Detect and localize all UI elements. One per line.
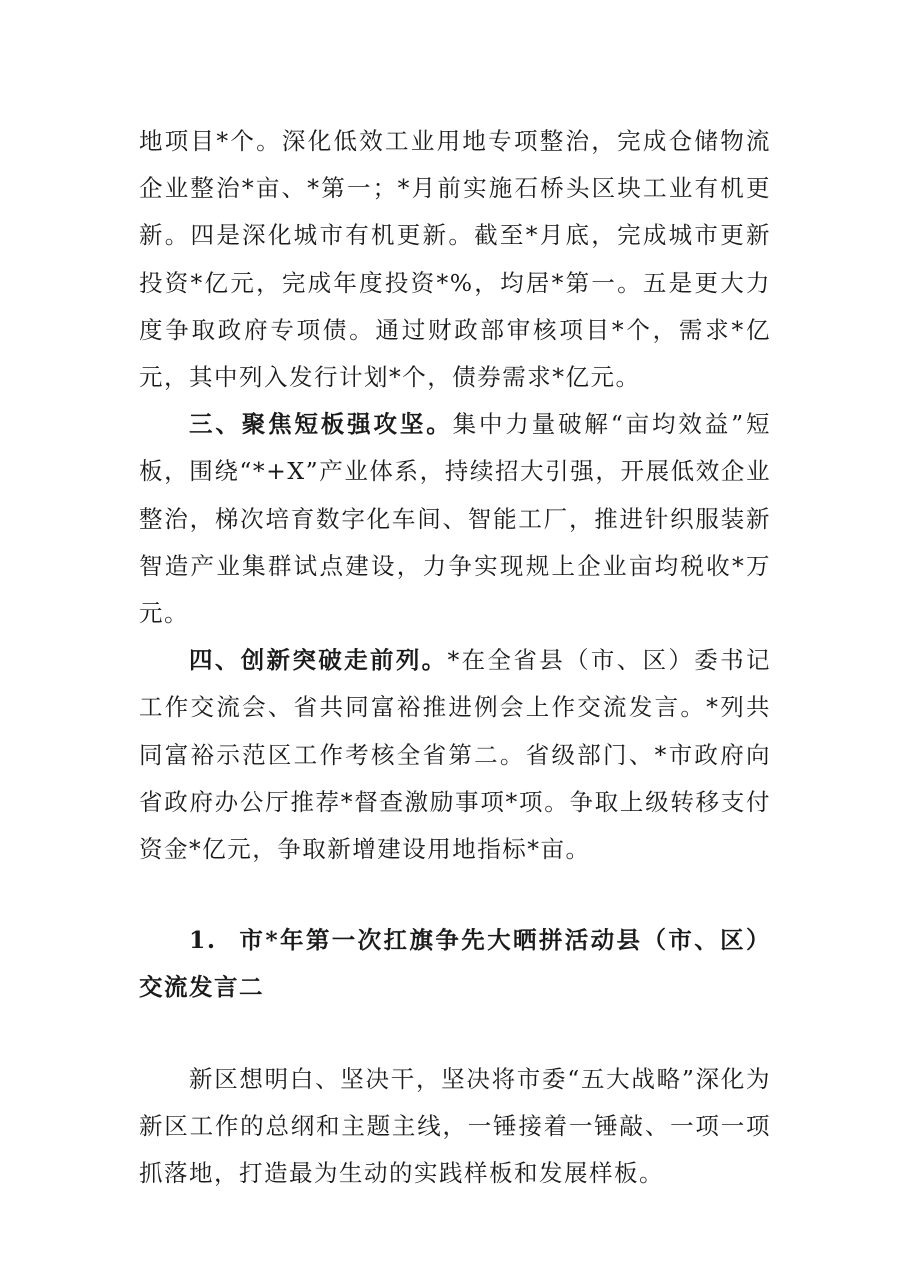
heading-text: 市*年第一次扛旗争先大晒拼活动县（市、区）交流发言二: [139, 926, 771, 1002]
paragraph-body-short-board: 集中力量破解“亩均效益”短板，围绕“*+X”产业体系，持续招大引强，开展低效企业整治，梯次培育数字化车间、智能工厂，推进针织服装新智造产业集群试点建设，力争实现规上企业亩均税收*万元。: [139, 410, 771, 628]
paragraph-continuation: 地项目*个。深化低效工业用地专项整治，完成仓储物流企业整治*亩、*第一；*月前实施石桥头区块工业有机更新。四是深化城市有机更新。截至*月底，完成城市更新投资*亿元，完成年度投资*%，均居*第一。五是更大力度争取政府专项债。通过财政部审核项目*个，需求*亿元，其中列入发行计划*个，债券需求*亿元。: [139, 127, 771, 392]
paragraph-innovation: [139, 637, 771, 873]
paragraph-lead-short-board: 三、聚焦短板强攻坚。: [189, 410, 453, 439]
paragraph-lead-innovation: 四、创新突破走前列。: [189, 646, 448, 675]
paragraph-new-district: 新区想明白、坚决干，坚决将市委“五大战略”深化为新区工作的总纲和主题主线，一锤接着一锤敲、一项一项抓落地，打造最为生动的实践样板和发展样板。: [139, 1064, 771, 1188]
section-heading: [139, 917, 771, 1011]
heading-number: 1.: [189, 926, 217, 955]
paragraph-body-innovation: *在全省县（市、区）委书记工作交流会、省共同富裕推进例会上作交流发言。*列共同富裕示范区工作考核全省第二。省级部门、*市政府向省政府办公厅推荐*督查激励事项*项。争取上级转移支付资金*亿元，争取新增建设用地指标*亩。: [139, 646, 772, 864]
document-page: [139, 118, 771, 1197]
paragraph-short-board: [139, 401, 771, 637]
